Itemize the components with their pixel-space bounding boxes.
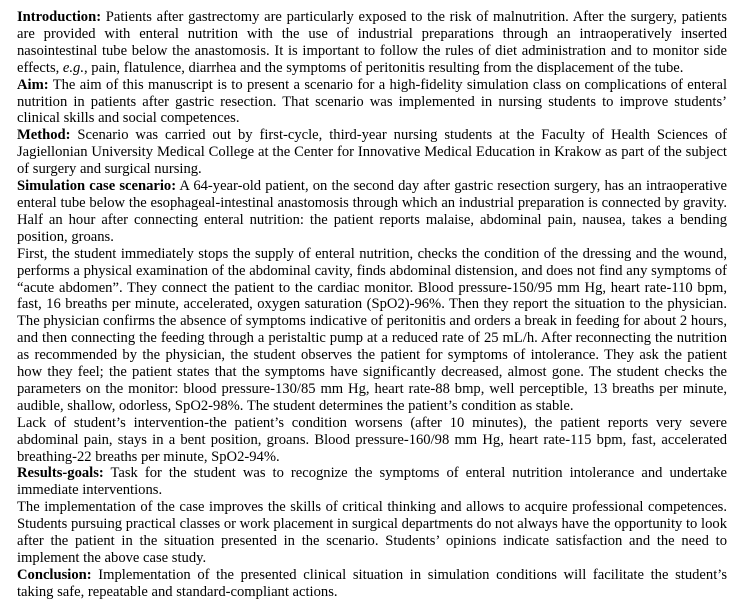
conclusion-paragraph — [17, 567, 727, 601]
results-paragraph-2: The implementation of the case improves the skills of critical thinking and allows to acquire professional competences. Students pursuing practical classes or work placement in surgical departments do not always have the opportunity to look after the patient in the situation presented in the scenario. Students’ opinions indicate satisfaction and the need to implement the above case study. — [17, 499, 727, 566]
method-label: Method: — [17, 127, 71, 144]
aim-text: The aim of this manuscript is to present a scenario for a high-fidelity simulation class on complications of enteral nutrition in patients after gastric resection. That scenario was implemented in nursing students to improve students’ clinical skills and social competences. — [17, 76, 727, 127]
results-paragraph — [17, 465, 727, 499]
introduction-text: Patients after gastrectomy are particularly exposed to the risk of malnutrition. After the surgery, patients are provided with enteral nutrition with the use of industrial preparations through an intraoperatively inserted nasointestinal tube below the anastomosis. It is important to follow the rules of diet administration and to monitor side effects, — [17, 9, 727, 76]
scenario-text: A 64-year-old patient, on the second day after gastric resection surgery, has an intraoperative enteral tube below the esophageal-intestinal anastomosis through which an industrial preparation is connected by gravity. Half an hour after connecting enteral nutrition: the patient reports malaise, abdominal pain, nausea, takes a bending position, groans. — [17, 178, 728, 245]
scenario-paragraph — [17, 178, 727, 246]
introduction-text-continued: , pain, flatulence, diarrhea and the symptoms of peritonitis resulting from the displacement of the tube. — [84, 59, 684, 76]
method-text: Scenario was carried out by first-cycle, third-year nursing students at the Faculty of Health Sciences of Jagiellonian University Medical College at the Center for Innovative Medical Education in Krakow as part of the subject of surgery and surgical nursing. — [17, 127, 727, 178]
scenario-paragraph-3: Lack of student’s intervention-the patient’s condition worsens (after 10 minutes), the patient reports very severe abdominal pain, stays in a bent position, groans. Blood pressure-160/98 mm Hg, heart rate-115 bpm, fast, accelerated breathing-22 breaths per minute, SpO2-94%. — [17, 414, 727, 465]
method-paragraph — [17, 127, 727, 178]
introduction-paragraph — [17, 9, 727, 77]
introduction-label: Introduction: — [17, 9, 102, 25]
aim-paragraph — [17, 77, 727, 128]
conclusion-text: Implementation of the presented clinical situation in simulation conditions will facilitate the student’s taking safe, repeatable and standard-compliant actions. — [17, 566, 727, 600]
results-text: Task for the student was to recognize the symptoms of enteral nutrition intolerance and undertake immediate interventions. — [17, 465, 727, 499]
introduction-eg: e.g. — [62, 59, 84, 76]
aim-label: Aim: — [17, 76, 49, 93]
conclusion-label: Conclusion: — [17, 566, 92, 583]
scenario-label: Simulation case scenario: — [17, 178, 177, 195]
scenario-paragraph-2: First, the student immediately stops the supply of enteral nutrition, checks the condition of the dressing and the wound, performs a physical examination of the abdominal cavity, finds abdominal distension, and does not find any symptoms of “acute abdomen”. They connect the patient to the cardiac monitor. Blood pressure-150/95 mm Hg, heart rate-110 bpm, fast, 16 breaths per minute, accelerated, oxygen saturation (SpO2)-96%. Then they report the situation to the physician. The physician confirms the absence of symptoms indicative of peritonitis and orders a break in feeding for about 2 hours, and then connecting the feeding through a peristaltic pump at a reduced rate of 25 mL/h. After reconnecting the nutrition as recommended by the physician, the student observes the patient for symptoms of intolerance. They ask the patient how they feel; the patient states that the symptoms have significantly decreased, almost gone. The student checks the parameters on the monitor: blood pressure-130/85 mm Hg, heart rate-88 bmp, well perceptible, 13 breaths per minute, audible, shallow, odorless, SpO2-98%. The student determines the patient’s condition as stable. — [17, 245, 727, 414]
results-label: Results-goals: — [17, 465, 104, 482]
